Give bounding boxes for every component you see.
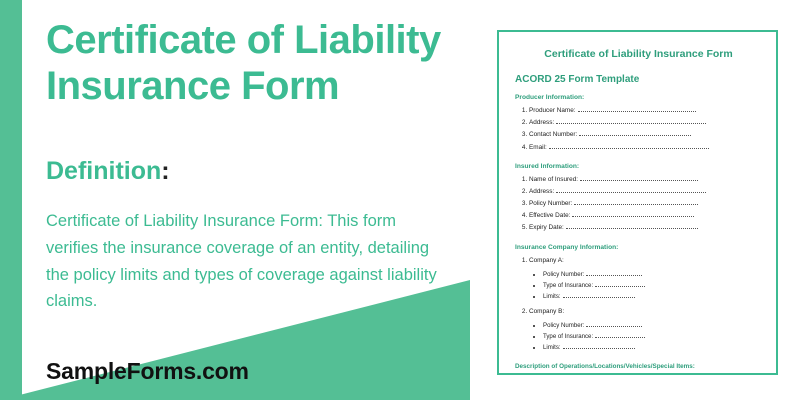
section-heading-insurance-company: Insurance Company Information: xyxy=(515,243,619,251)
brand-wordmark: SampleForms.com xyxy=(46,358,249,384)
list-item xyxy=(529,255,762,303)
field-label: Policy Number: xyxy=(543,270,585,278)
field-label: Policy Number: xyxy=(529,200,573,208)
field-rule xyxy=(595,281,645,287)
field-rule xyxy=(556,118,706,124)
list-item xyxy=(529,222,762,234)
field-label: Producer Name: xyxy=(529,107,576,114)
company-label: Company A: xyxy=(529,256,564,264)
field-label: Type of Insurance: xyxy=(543,281,594,289)
company-label: Company B: xyxy=(529,307,565,315)
field-label: Address: xyxy=(529,187,555,195)
list-item xyxy=(529,105,762,117)
field-rule xyxy=(563,343,635,349)
list-item xyxy=(543,331,762,342)
field-label: Email: xyxy=(529,143,547,151)
company-b-field-list xyxy=(543,320,762,354)
definition-colon: : xyxy=(161,157,170,186)
list-item xyxy=(543,320,762,331)
field-rule xyxy=(549,143,709,149)
field-rule xyxy=(595,332,645,338)
field-label: Address: xyxy=(529,119,555,127)
page-title: Certificate of Liability Insurance Form xyxy=(46,18,441,108)
list-item xyxy=(543,280,762,291)
field-rule xyxy=(578,106,696,112)
document-preview-card xyxy=(497,30,778,375)
definition-label: Definition xyxy=(46,157,162,186)
field-rule xyxy=(556,187,706,193)
field-label: Policy Number: xyxy=(543,321,585,329)
left-text-column xyxy=(46,18,466,315)
field-label: Limits: xyxy=(543,293,561,301)
field-rule xyxy=(566,223,698,229)
insured-field-list xyxy=(529,174,762,235)
field-rule xyxy=(572,211,694,217)
definition-body: Certificate of Liability Insurance Form: This form verifies the insurance coverage of an entity, detailing the policy limits and types of coverage against liability claims. xyxy=(46,212,437,311)
list-item xyxy=(529,186,762,198)
section-heading-insured: Insured Information: xyxy=(515,162,580,170)
field-rule xyxy=(574,199,698,205)
field-rule xyxy=(580,175,698,181)
list-item xyxy=(529,198,762,210)
list-item xyxy=(529,129,762,141)
list-item xyxy=(529,210,762,222)
list-item xyxy=(543,269,762,280)
field-label: Type of Insurance: xyxy=(543,332,594,340)
field-label: Limits: xyxy=(543,344,561,352)
list-item xyxy=(543,291,762,302)
document-footer-heading: Description of Operations/Locations/Vehicles/Special Items: xyxy=(515,363,695,371)
company-a-field-list xyxy=(543,269,762,303)
producer-field-list xyxy=(529,105,762,154)
field-label: Effective Date: xyxy=(529,212,571,220)
company-list xyxy=(529,255,762,354)
field-label: Name of Insured: xyxy=(529,175,579,183)
field-rule xyxy=(579,130,691,136)
document-template-heading: ACORD 25 Form Template xyxy=(515,74,640,85)
field-label: Contact Number: xyxy=(529,131,578,139)
field-rule xyxy=(586,321,642,327)
list-item xyxy=(529,306,762,354)
section-heading-producer: Producer Information: xyxy=(515,94,585,101)
list-item xyxy=(529,142,762,154)
field-rule xyxy=(586,270,642,276)
list-item xyxy=(529,174,762,186)
list-item xyxy=(543,342,762,353)
field-label: Expiry Date: xyxy=(529,224,564,232)
definition-heading xyxy=(46,157,466,186)
list-item xyxy=(529,117,762,129)
field-rule xyxy=(563,292,635,298)
document-title: Certificate of Liability Insurance Form xyxy=(544,48,733,60)
